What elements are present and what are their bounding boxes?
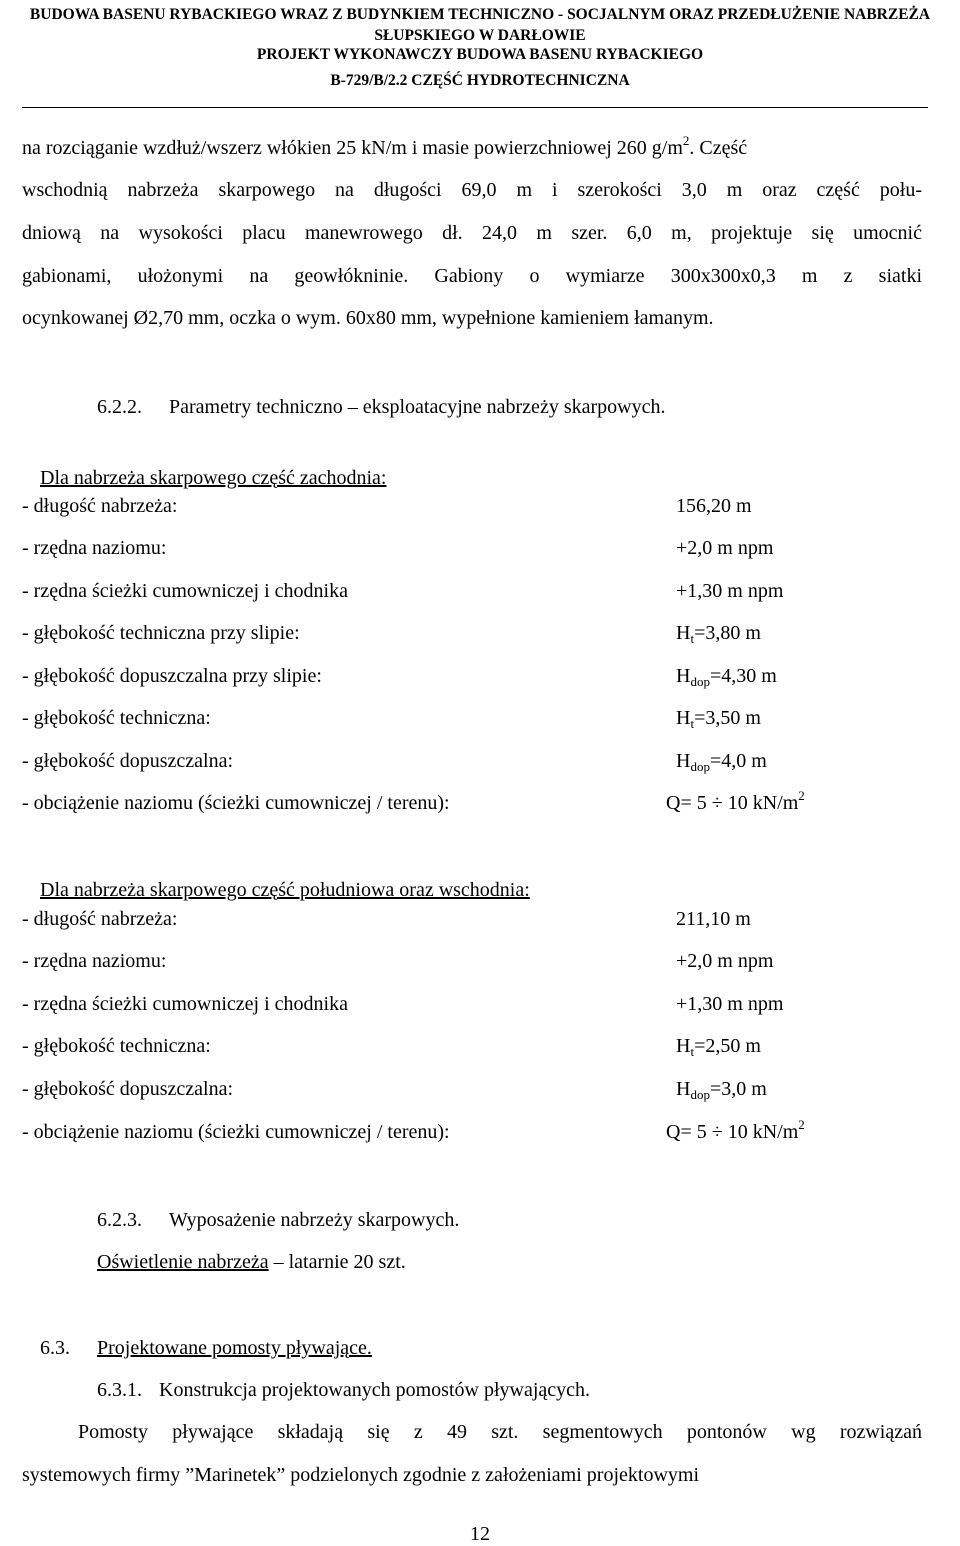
section-6-3-1-title: Konstrukcja projektowanych pomostów pływających. — [159, 1379, 591, 1401]
south-east-ground-level-value: +2,0 m npm — [676, 950, 774, 972]
west-length-label: - długość nabrzeża: — [22, 495, 178, 517]
west-path-level-value: +1,30 m npm — [676, 580, 784, 602]
west-ground-level-value: +2,0 m npm — [676, 537, 774, 559]
west-heading: Dla nabrzeża skarpowego część zachodnia: — [40, 467, 387, 489]
south-east-path-level-label: - rzędna ścieżki cumowniczej i chodnika — [22, 993, 348, 1015]
west-allowed-depth-label: - głębokość dopuszczalna: — [22, 750, 234, 772]
intro-line-2: wschodnią nabrzeża skarpowego na długości 69,0 m i szerokości 3,0 m oraz część połu- — [22, 179, 922, 201]
closing-line-1: Pomosty pływające składają się z 49 szt. segmentowych pontonów wg rozwiązań — [78, 1421, 922, 1443]
west-slip-allowed-depth-label: - głębokość dopuszczalna przy slipie: — [22, 665, 322, 687]
west-ground-level-label: - rzędna naziomu: — [22, 537, 167, 559]
south-east-allowed-depth-value: $H_{dop}=3,0$ m — [676, 1078, 767, 1102]
south-east-load-label: - obciążenie naziomu (ścieżki cumowniczej / terenu): — [22, 1121, 450, 1143]
west-load-value: Q= 5 ÷ 10 $kN/m^2$ — [666, 788, 805, 814]
south-east-tech-depth-value: $H_t=2,50$ m — [676, 1035, 761, 1059]
header-project-location: SŁUPSKIEGO W DARŁOWIE — [374, 27, 586, 44]
section-6-2-2-number: 6.2.2. — [97, 396, 142, 418]
section-6-2-3-number: 6.2.3. — [97, 1209, 142, 1231]
south-east-tech-depth-label: - głębokość techniczna: — [22, 1035, 211, 1057]
west-length-value: 156,20 m — [676, 495, 752, 517]
header-project-type: PROJEKT WYKONAWCZY BUDOWA BASENU RYBACKIEGO — [256, 46, 704, 63]
south-east-load-value: Q= 5 ÷ 10 $kN/m^2$ — [666, 1117, 805, 1143]
intro-line-1: na rozciąganie wzdłuż/wszerz włókien 25 kN/m i masie powierzchniowej 260 $g/m^2$. Część — [22, 133, 748, 159]
section-6-2-3-title: Wyposażenie nabrzeży skarpowych. — [169, 1209, 460, 1231]
west-slip-allowed-depth-value: $H_{dop}=4,30$ m — [676, 665, 777, 689]
south-east-length-value: 211,10 m — [676, 908, 751, 930]
lighting-label: Oświetlenie nabrzeża — [97, 1251, 269, 1273]
south-east-path-level-value: +1,30 m npm — [676, 993, 784, 1015]
intro-line-3: dniową na wysokości placu manewrowego dł. 24,0 m szer. 6,0 m, projektuje się umocnić — [22, 222, 922, 244]
lighting-line — [97, 1250, 406, 1274]
south-east-heading: Dla nabrzeża skarpowego część południowa oraz wschodnia: — [40, 879, 530, 901]
intro-line-4: gabionami, ułożonymi na geowłókninie. Gabiony o wymiarze 300x300x0,3 m z siatki — [22, 265, 922, 287]
section-6-3-title: Projektowane pomosty pływające. — [97, 1337, 372, 1359]
section-6-2-2-title: Parametry techniczno – eksploatacyjne nabrzeży skarpowych. — [169, 396, 666, 418]
south-east-allowed-depth-label: - głębokość dopuszczalna: — [22, 1078, 234, 1100]
west-slip-tech-depth-label: - głębokość techniczna przy slipie: — [22, 622, 300, 644]
header-document-code: B-729/B/2.2 CZĘŚĆ HYDROTECHNICZNA — [330, 72, 630, 89]
section-6-3-number: 6.3. — [40, 1337, 70, 1359]
intro-line-5: ocynkowanej Ø2,70 mm, oczka o wym. 60x80 mm, wypełnione kamieniem łamanym. — [22, 307, 714, 329]
closing-line-2: systemowych firmy ”Marinetek” podzielonych zgodnie z założeniami projektowymi — [22, 1464, 700, 1486]
west-tech-depth-label: - głębokość techniczna: — [22, 707, 211, 729]
lighting-value: – latarnie 20 szt. — [268, 1251, 406, 1273]
header-project-title: BUDOWA BASENU RYBACKIEGO WRAZ Z BUDYNKIEM TECHNICZNO - SOCJALNYM ORAZ PRZEDŁUŻENIE NABRZEŻA — [29, 6, 931, 23]
west-allowed-depth-value: $H_{dop}=4,0$ m — [676, 750, 767, 774]
header-divider — [22, 107, 928, 108]
south-east-length-label: - długość nabrzeża: — [22, 908, 178, 930]
section-6-3-1-number: 6.3.1. — [97, 1379, 142, 1401]
south-east-ground-level-label: - rzędna naziomu: — [22, 950, 167, 972]
west-tech-depth-value: $H_t=3,50$ m — [676, 707, 761, 731]
west-load-label: - obciążenie naziomu (ścieżki cumowniczej / terenu): — [22, 792, 450, 814]
west-slip-tech-depth-value: $H_t=3,80$ m — [676, 622, 761, 646]
page-number: 12 — [470, 1523, 490, 1545]
west-path-level-label: - rzędna ścieżki cumowniczej i chodnika — [22, 580, 348, 602]
